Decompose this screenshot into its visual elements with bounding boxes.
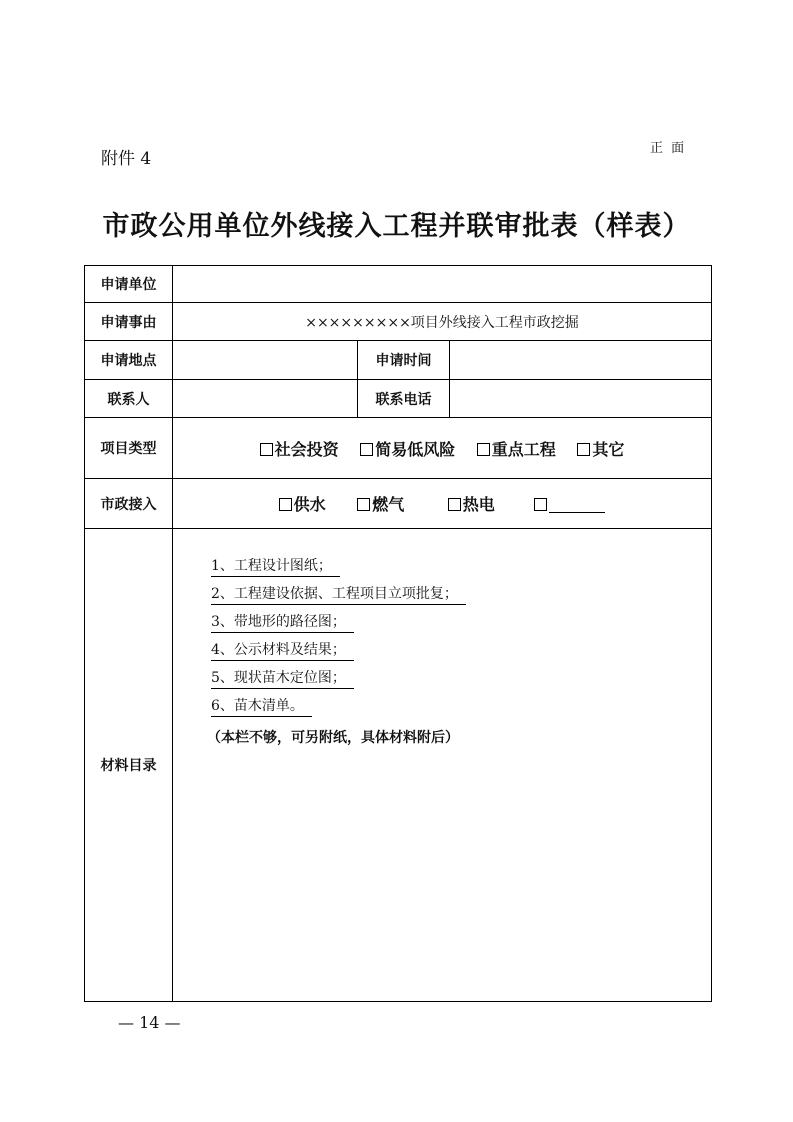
project-type-option[interactable]: 简易低风险 bbox=[360, 437, 455, 460]
municipal-option[interactable]: 燃气 bbox=[357, 492, 404, 515]
row-location-time bbox=[85, 341, 712, 380]
municipal-label: 市政接入 bbox=[85, 479, 173, 529]
contact-field[interactable] bbox=[173, 380, 358, 418]
row-project-type bbox=[85, 418, 712, 479]
checkbox-icon[interactable] bbox=[577, 443, 590, 456]
contact-label: 联系人 bbox=[85, 380, 173, 418]
approval-form-table bbox=[84, 265, 712, 1002]
checkbox-icon[interactable] bbox=[279, 498, 292, 511]
phone-label: 联系电话 bbox=[358, 380, 450, 418]
other-blank-line[interactable] bbox=[549, 496, 605, 513]
project-type-option[interactable]: 社会投资 bbox=[260, 437, 339, 460]
location-field[interactable] bbox=[173, 341, 358, 380]
municipal-option[interactable]: 供水 bbox=[279, 492, 326, 515]
checkbox-icon[interactable] bbox=[448, 498, 461, 511]
material-item: 6、苗木清单。 bbox=[211, 696, 312, 717]
municipal-options bbox=[173, 479, 712, 529]
location-label: 申请地点 bbox=[85, 341, 173, 380]
material-item: 3、带地形的路径图； bbox=[211, 612, 354, 633]
project-type-option[interactable]: 重点工程 bbox=[477, 437, 556, 460]
checkbox-icon[interactable] bbox=[534, 498, 547, 511]
materials-label: 材料目录 bbox=[85, 529, 173, 1002]
material-item: 2、工程建设依据、工程项目立项批复； bbox=[211, 584, 466, 605]
municipal-option-other[interactable] bbox=[534, 495, 605, 514]
row-materials bbox=[85, 529, 712, 1002]
checkbox-icon[interactable] bbox=[360, 443, 373, 456]
phone-field[interactable] bbox=[450, 380, 712, 418]
checkbox-icon[interactable] bbox=[260, 443, 273, 456]
municipal-option[interactable]: 热电 bbox=[448, 492, 495, 515]
materials-list bbox=[173, 529, 712, 1002]
document-title: 市政公用单位外线接入工程并联审批表（样表） bbox=[102, 211, 691, 242]
row-municipal bbox=[85, 479, 712, 529]
materials-note: （本栏不够，可另附纸，具体材料附后） bbox=[207, 730, 459, 746]
row-matter bbox=[85, 303, 712, 341]
attachment-label: 附件 4 bbox=[101, 149, 152, 169]
material-item: 4、公示材料及结果； bbox=[211, 640, 354, 661]
project-type-options bbox=[173, 418, 712, 479]
time-label: 申请时间 bbox=[358, 341, 450, 380]
material-item: 1、工程设计图纸； bbox=[211, 556, 340, 577]
page-number: — 14 — bbox=[118, 1013, 181, 1032]
time-field[interactable] bbox=[450, 341, 712, 380]
applicant-field[interactable] bbox=[173, 266, 712, 303]
row-contact-phone bbox=[85, 380, 712, 418]
checkbox-icon[interactable] bbox=[357, 498, 370, 511]
matter-field[interactable]: ×××××××××项目外线接入工程市政挖掘 bbox=[173, 303, 712, 341]
checkbox-icon[interactable] bbox=[477, 443, 490, 456]
project-type-label: 项目类型 bbox=[85, 418, 173, 479]
row-applicant bbox=[85, 266, 712, 303]
project-type-option[interactable]: 其它 bbox=[577, 437, 624, 460]
applicant-label: 申请单位 bbox=[85, 266, 173, 303]
matter-label: 申请事由 bbox=[85, 303, 173, 341]
side-label: 正 面 bbox=[650, 141, 687, 156]
material-item: 5、现状苗木定位图； bbox=[211, 668, 354, 689]
